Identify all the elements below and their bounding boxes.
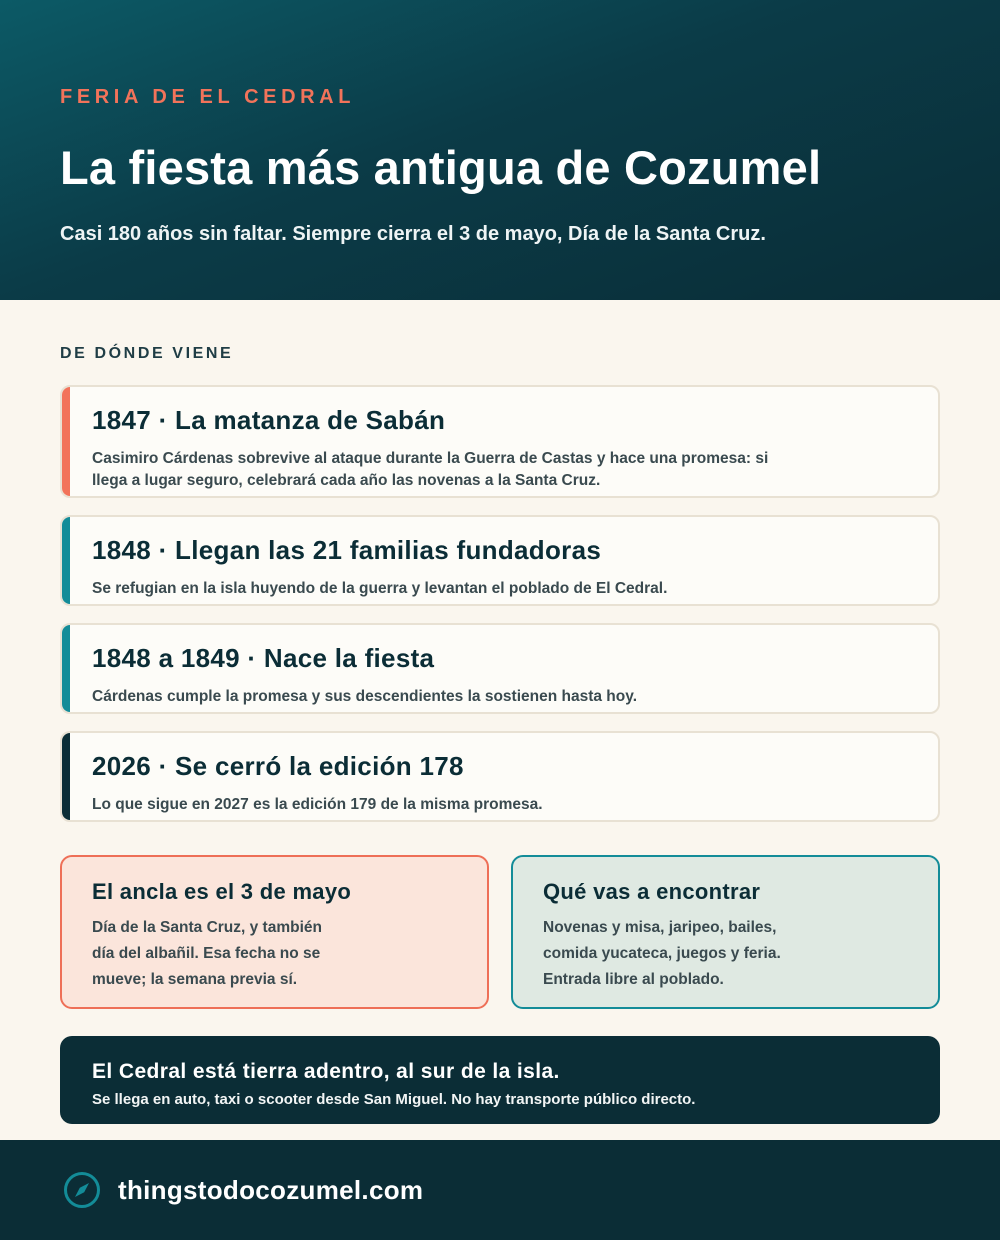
page-title: La fiesta más antigua de Cozumel xyxy=(60,141,822,194)
anchor-title: El ancla es el 3 de mayo xyxy=(92,879,352,904)
timeline-title: 2026 · Se cerró la edición 178 xyxy=(92,751,464,781)
timeline-text: Se refugian en la isla huyendo de la guerra y levantan el poblado de El Cedral. xyxy=(92,580,668,597)
timeline-card-1847 xyxy=(60,385,940,498)
section-label: DE DÓNDE VIENE xyxy=(60,345,234,362)
timeline-text: Cárdenas cumple la promesa y sus descendientes la sostienen hasta hoy. xyxy=(92,688,638,705)
timeline-title: 1847 · La matanza de Sabán xyxy=(92,405,446,435)
anchor-date-box xyxy=(60,855,489,1009)
anchor-text: Día de la Santa Cruz, y también día del albañil. Esa fecha no se mueve; la semana previa sí. xyxy=(92,919,322,988)
hero-eyebrow: FERIA DE EL CEDRAL xyxy=(60,86,356,108)
timeline-text: Lo que sigue en 2027 es la edición 179 de la misma promesa. xyxy=(92,796,543,813)
compass-icon xyxy=(63,1171,101,1209)
timeline-card-1848-familias xyxy=(60,515,940,606)
hero-banner xyxy=(0,0,1000,300)
timeline-card-1848-1849 xyxy=(60,623,940,714)
site-link[interactable]: thingstodocozumel.com xyxy=(118,1174,424,1205)
location-title: El Cedral está tierra adentro, al sur de la isla. xyxy=(92,1060,560,1083)
timeline-card-2026 xyxy=(60,731,940,822)
timeline-title: 1848 a 1849 · Nace la fiesta xyxy=(92,643,435,673)
footer xyxy=(0,1140,1000,1240)
timeline-text: Casimiro Cárdenas sobrevive al ataque durante la Guerra de Castas y hace una promesa: si llega a lugar seguro, celebrará cada año las novenas a la Santa Cruz. xyxy=(92,450,769,489)
location-text: Se llega en auto, taxi o scooter desde San Miguel. No hay transporte público directo. xyxy=(92,1091,696,1108)
what-to-expect-box xyxy=(511,855,940,1009)
hero-subtitle: Casi 180 años sin faltar. Siempre cierra el 3 de mayo, Día de la Santa Cruz. xyxy=(60,222,766,245)
location-banner xyxy=(60,1036,940,1124)
expect-text: Novenas y misa, jaripeo, bailes, comida yucateca, juegos y feria. Entrada libre al poblado. xyxy=(543,919,781,988)
expect-title: Qué vas a encontrar xyxy=(543,879,761,904)
timeline-title: 1848 · Llegan las 21 familias fundadoras xyxy=(92,535,602,565)
